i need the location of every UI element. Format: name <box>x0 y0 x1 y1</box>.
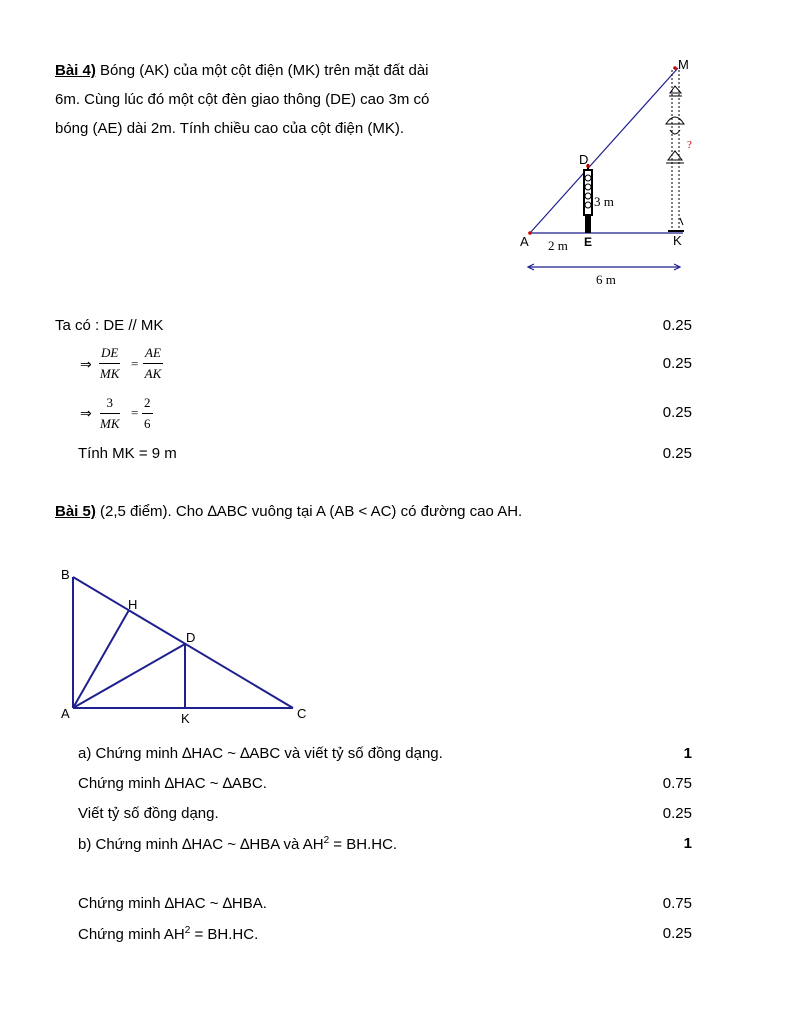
score-bai5-a2: 0.25 <box>662 805 692 822</box>
label-D5: D <box>186 630 196 645</box>
equals-1: = <box>131 356 139 371</box>
label-A5: A <box>61 706 70 721</box>
label-M: M <box>678 57 689 72</box>
bai5-problem <box>55 503 522 520</box>
bai4-problem <box>55 56 485 143</box>
score-bai4-1: 0.25 <box>662 317 692 334</box>
bai4-text-line1: Bóng (AK) của một cột điện (MK) trên mặt đất dài <box>95 62 429 79</box>
label-3m: 3 m <box>594 194 614 209</box>
traffic-light-pole <box>584 164 592 233</box>
implies-symbol-2: ⇒ <box>80 406 92 422</box>
label-C: C <box>297 706 307 721</box>
bai5-item-b: b) Chứng minh ∆HAC ~ ∆HBA và $AH^2 = BH.HC$. <box>78 835 398 853</box>
solution-line4: Tính MK = 9 m <box>78 445 177 462</box>
bai4-text-line3: bóng (AE) dài 2m. Tính chiều cao của cột điện (MK). <box>55 120 405 137</box>
bai5-heading: Bài 5) <box>55 503 96 520</box>
segment-AD <box>73 644 185 708</box>
bai5-item-b2: Chứng minh $AH^2 = BH.HC$. <box>78 925 259 943</box>
implies-symbol-1: ⇒ <box>80 357 92 373</box>
segment-AH <box>73 610 129 708</box>
score-bai4-3: 0.25 <box>662 404 692 421</box>
fraction-2-6: $\frac{2}{6}$ <box>144 395 151 431</box>
bai5-figure <box>55 560 320 730</box>
electric-pole <box>666 70 684 233</box>
score-bai5-a: 1 <box>683 745 692 762</box>
label-E: E <box>584 235 593 249</box>
bai5-item-a1: Chứng minh ∆HAC ~ ∆ABC. <box>78 775 267 792</box>
score-bai5-b2: 0.25 <box>662 925 692 942</box>
score-bai5-a1: 0.75 <box>662 775 692 792</box>
score-bai5-b1: 0.75 <box>662 895 692 912</box>
fraction-AE-AK: $\frac{AE}{AK}$ <box>144 345 162 381</box>
label-A: A <box>520 234 529 249</box>
label-6m: 6 m <box>596 272 616 287</box>
label-K: K <box>673 233 682 248</box>
label-H: H <box>128 597 138 612</box>
bai4-heading: Bài 4) <box>55 62 96 79</box>
label-2m: 2 m <box>548 238 568 253</box>
score-bai4-4: 0.25 <box>662 445 692 462</box>
bai5-item-a: a) Chứng minh ∆HAC ~ ∆ABC và viết tỷ số đồng dạng. <box>78 745 443 762</box>
bai5-item-a2: Viết tỷ số đồng dạng. <box>78 805 219 822</box>
score-bai5-b: 1 <box>683 835 692 852</box>
bai4-text-line2: 6m. Cùng lúc đó một cột đèn giao thông (DE) cao 3m có <box>55 91 430 108</box>
bai5-text: (2,5 điểm). Cho ∆ABC vuông tại A (AB < AC) có đường cao AH. <box>95 503 523 520</box>
fraction-3-MK: $\frac{3}{MK}$ <box>100 395 120 431</box>
label-question: ? <box>687 139 692 151</box>
label-K5: K <box>181 711 190 726</box>
score-bai4-2: 0.25 <box>662 355 692 372</box>
solution-line1: Ta có : DE // MK <box>55 317 164 334</box>
label-D: D <box>579 152 589 167</box>
bai4-figure <box>500 50 710 295</box>
fraction-DE-MK: $\frac{DE}{MK}$ <box>99 345 120 381</box>
label-B: B <box>61 567 70 582</box>
bai5-item-b1: Chứng minh ∆HAC ~ ∆HBA. <box>78 895 267 912</box>
equals-2: = <box>131 405 139 420</box>
